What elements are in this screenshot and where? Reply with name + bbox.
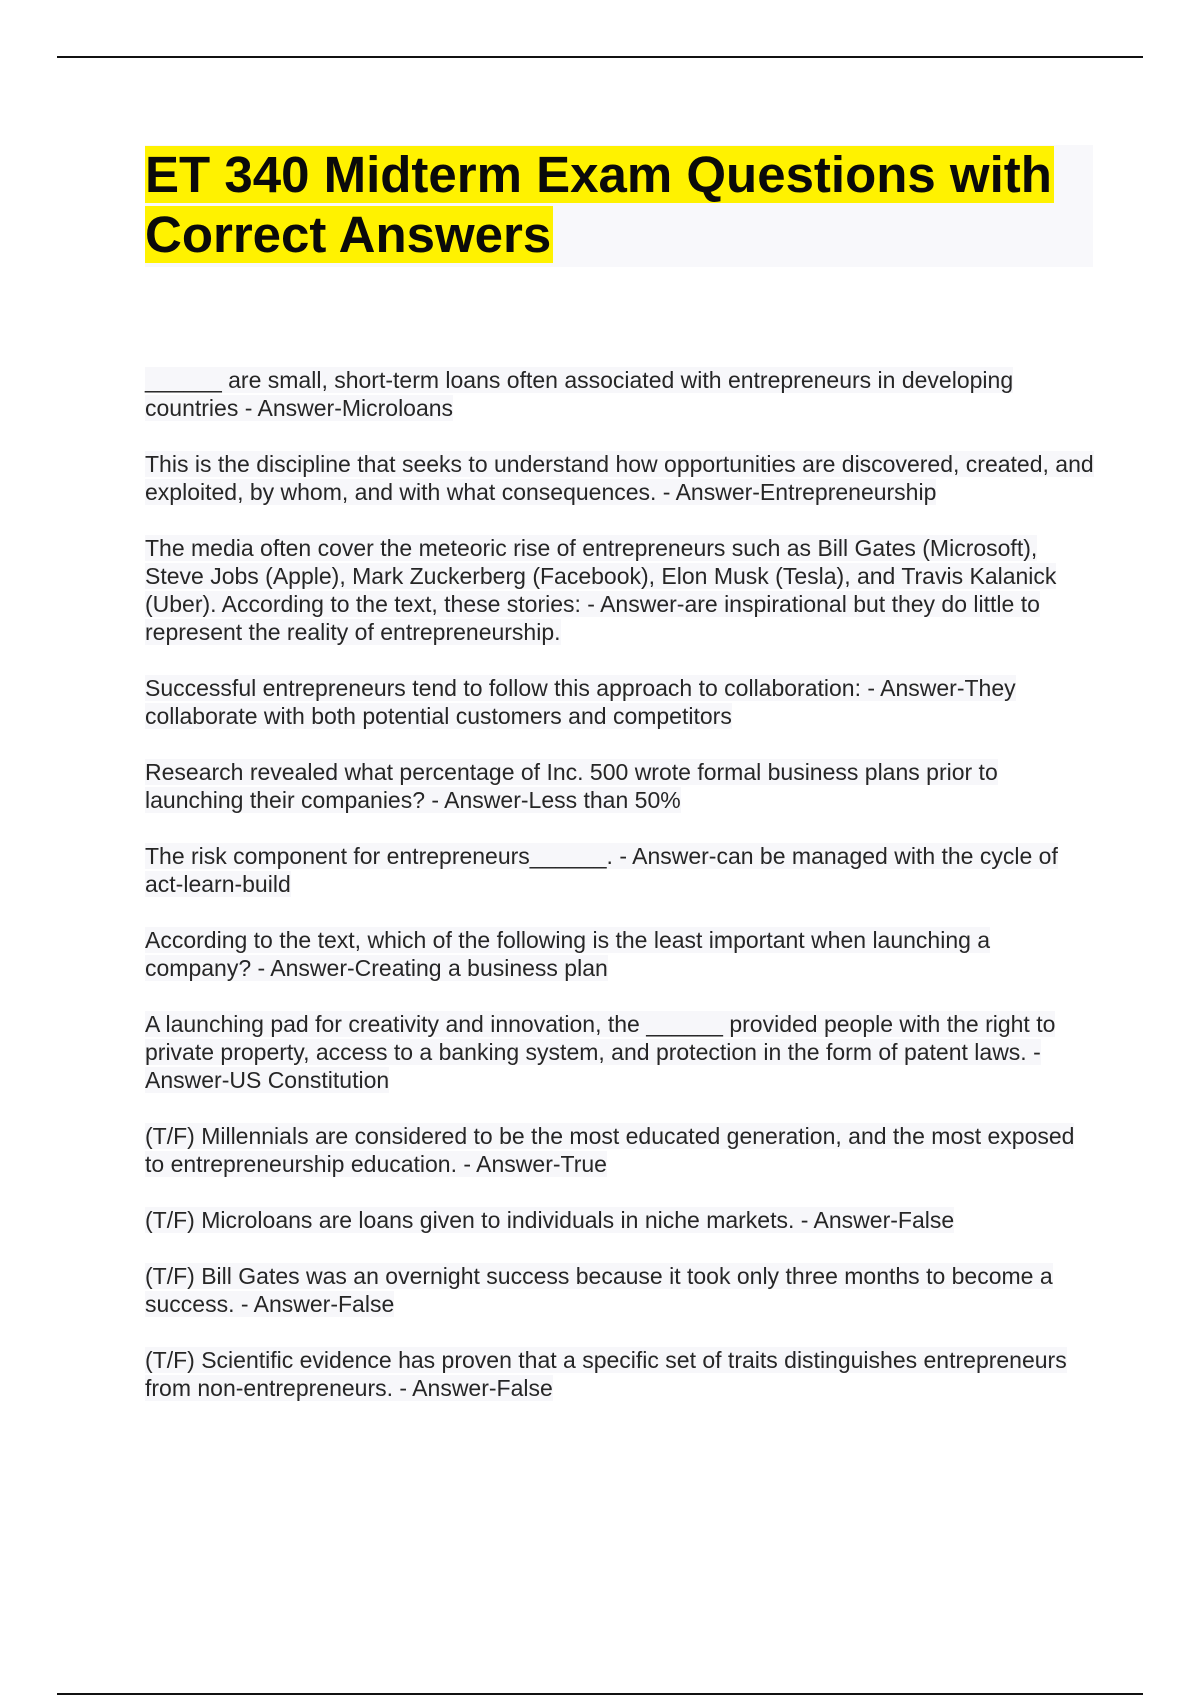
qa-list xyxy=(145,366,1095,1430)
qa-text: (T/F) Bill Gates was an overnight success because it took only three months to become a success. - Answer-False xyxy=(145,1263,1053,1317)
qa-item xyxy=(145,450,1095,506)
document-title-text: ET 340 Midterm Exam Questions with Correct Answers xyxy=(145,146,1052,263)
qa-text: This is the discipline that seeks to understand how opportunities are discovered, created, and exploited, by whom, and with what consequences. - Answer-Entrepreneurship xyxy=(145,451,1094,505)
qa-item xyxy=(145,1262,1095,1318)
qa-item xyxy=(145,534,1095,646)
qa-item xyxy=(145,1346,1095,1402)
qa-text: Research revealed what percentage of Inc. 500 wrote formal business plans prior to launching their companies? - Answer-Less than 50% xyxy=(145,759,998,813)
bottom-rule xyxy=(57,1693,1143,1695)
qa-item xyxy=(145,1122,1095,1178)
qa-item xyxy=(145,758,1095,814)
qa-item xyxy=(145,1206,1095,1234)
qa-text: A launching pad for creativity and innovation, the ______ provided people with the right to private property, access to a banking system, and protection in the form of patent laws. - Answer-US Constitution xyxy=(145,1011,1056,1093)
document-title xyxy=(145,145,1093,265)
qa-text: Successful entrepreneurs tend to follow this approach to collaboration: - Answer-They collaborate with both potential customers and competitors xyxy=(145,675,1016,729)
top-rule xyxy=(57,56,1143,58)
qa-text: According to the text, which of the following is the least important when launching a company? - Answer-Creating a business plan xyxy=(145,927,991,981)
qa-item xyxy=(145,926,1095,982)
qa-text: (T/F) Millennials are considered to be the most educated generation, and the most exposed to entrepreneurship education. - Answer-True xyxy=(145,1123,1075,1177)
qa-text: The risk component for entrepreneurs______. - Answer-can be managed with the cycle of act-learn-build xyxy=(145,843,1058,897)
qa-item xyxy=(145,366,1095,422)
qa-text: ______ are small, short-term loans often associated with entrepreneurs in developing countries - Answer-Microloans xyxy=(145,367,1014,421)
qa-item xyxy=(145,842,1095,898)
qa-item xyxy=(145,1010,1095,1094)
qa-item xyxy=(145,674,1095,730)
qa-text: (T/F) Microloans are loans given to individuals in niche markets. - Answer-False xyxy=(145,1207,955,1233)
qa-text: The media often cover the meteoric rise of entrepreneurs such as Bill Gates (Microsoft), Steve Jobs (Apple), Mark Zuckerberg (Facebook), Elon Musk (Tesla), and Travis Kalanick (Uber). According to the text, these stories: - Answer-are inspirational but they do little to represent the reality of entrepreneurship. xyxy=(145,535,1057,645)
title-block xyxy=(145,145,1093,267)
qa-text: (T/F) Scientific evidence has proven that a specific set of traits distinguishes entrepreneurs from non-entrepreneurs. - Answer-False xyxy=(145,1347,1067,1401)
